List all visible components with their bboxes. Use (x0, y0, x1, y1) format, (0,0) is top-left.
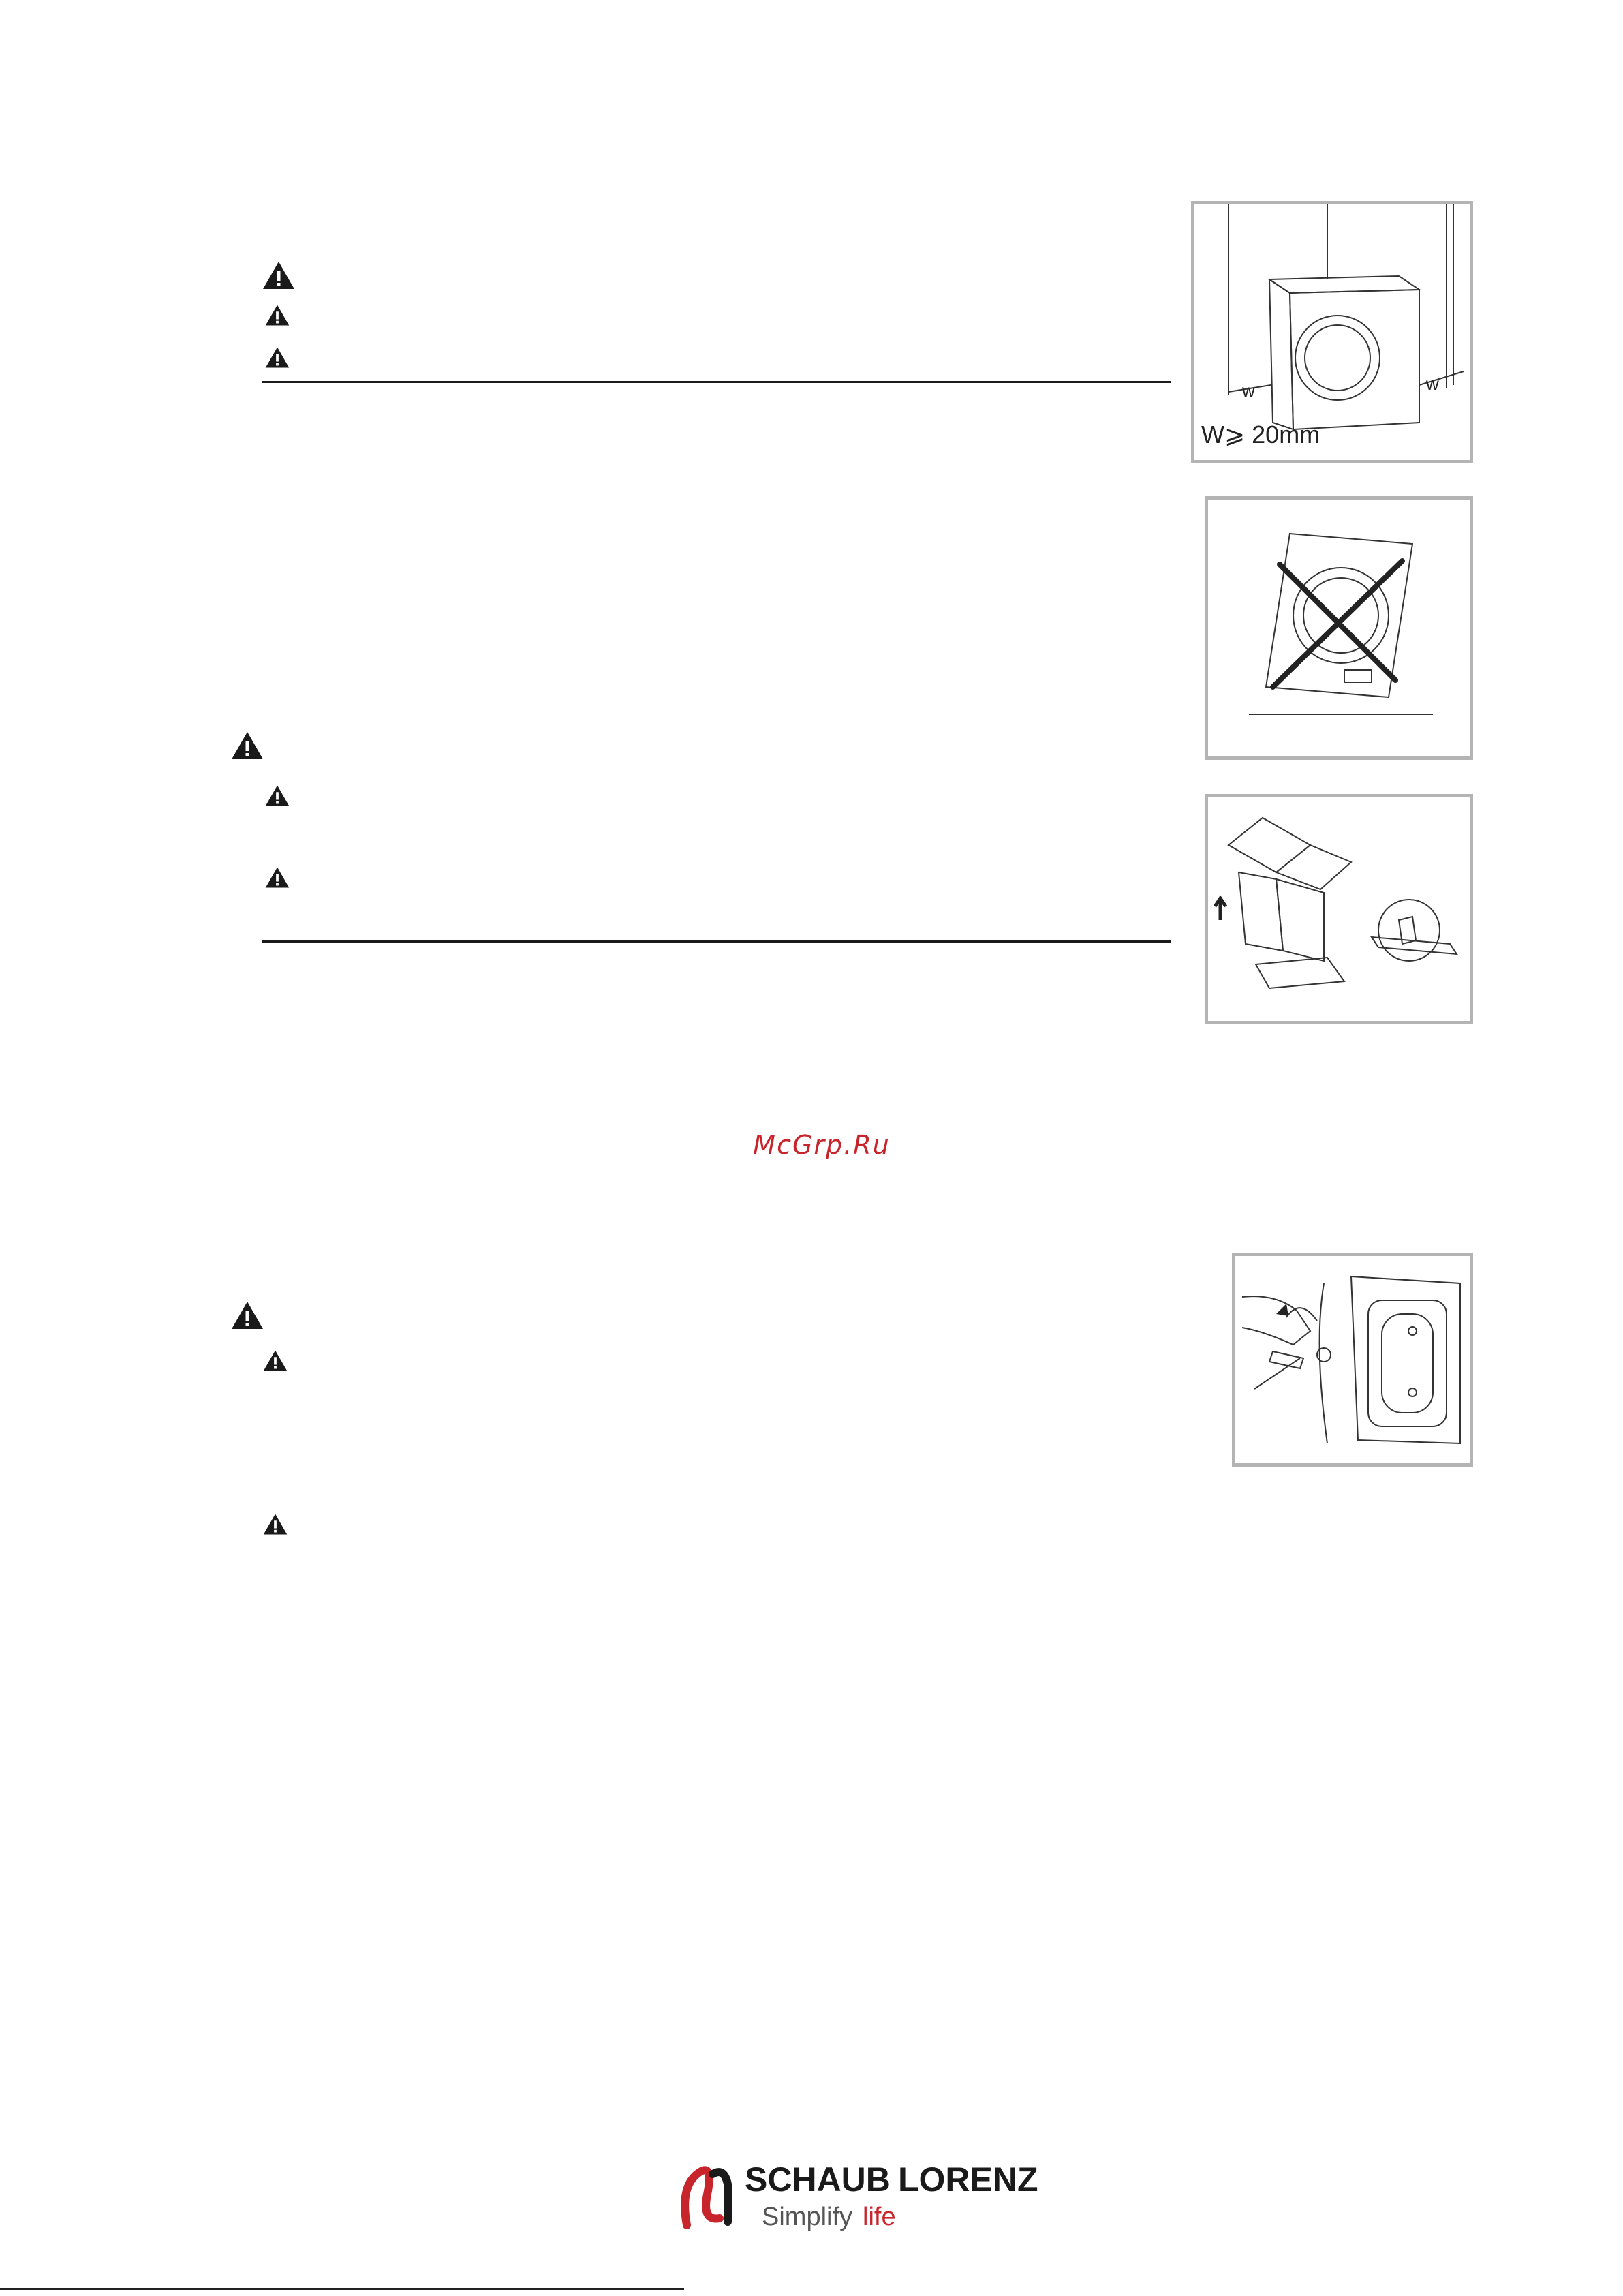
warning-triangle-icon (262, 260, 296, 290)
figure-no-tilt (1205, 496, 1473, 760)
brand-logo (660, 2147, 1055, 2235)
clearance-mark-right: w (1426, 373, 1439, 394)
brand-name-part1: SCHAUB (745, 2160, 891, 2199)
warning-triangle-icon (264, 866, 290, 889)
figure-unpacking (1205, 794, 1473, 1024)
warning-triangle-icon (264, 304, 290, 326)
figure-clearance (1191, 201, 1473, 463)
warning-triangle-icon (264, 346, 290, 369)
brand-name-part2: LORENZ (898, 2160, 1038, 2199)
figure-transport-bolts (1232, 1253, 1473, 1467)
brand-tagline-part2: life (863, 2203, 896, 2231)
section-divider (262, 381, 1171, 383)
section-divider (262, 940, 1171, 943)
clearance-mark-left: w (1242, 380, 1255, 401)
warning-triangle-icon (230, 1300, 264, 1330)
warning-triangle-icon (262, 1513, 288, 1535)
watermark: McGrp.Ru (753, 1130, 891, 1160)
footer-divider (0, 2288, 684, 2290)
brand-tagline-part1: Simplify (762, 2203, 853, 2231)
warning-triangle-icon (230, 731, 264, 761)
warning-triangle-icon (264, 784, 290, 807)
warning-triangle-icon (262, 1349, 288, 1372)
clearance-label: W⩾ 20mm (1201, 420, 1320, 448)
